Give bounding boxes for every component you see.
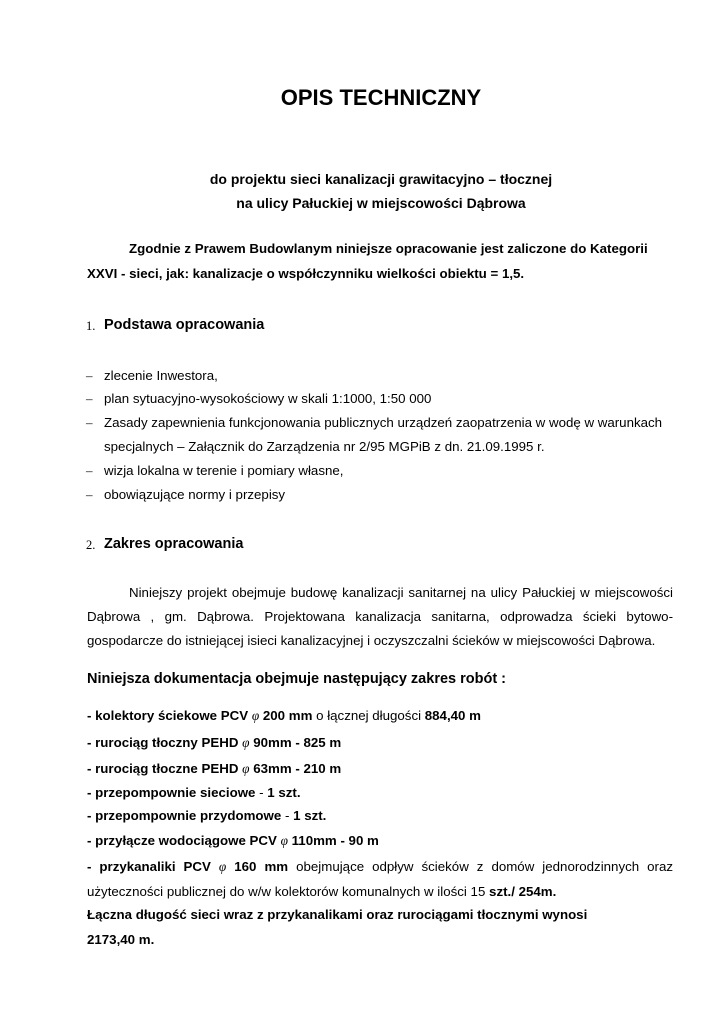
phi-symbol: φ (280, 833, 288, 848)
intro-line-1: Zgodnie z Prawem Budowlanym niniejsze opracowanie jest zaliczone do Kategorii (129, 241, 648, 256)
basis-item-4: wizja lokalna w terenie i pomiary własne, (104, 463, 344, 478)
basis-item-2: plan sytuacyjno-wysokościowy w skali 1:1000, 1:50 000 (104, 391, 432, 406)
works-item-7-line2: użyteczności publicznej do w/w kolektorów komunalnych w ilości 15 (87, 884, 490, 899)
section-1-title: Podstawa opracowania (104, 317, 265, 333)
works-item-7-continuation (87, 884, 556, 899)
works-item-7-total: szt./ 254m. (489, 884, 557, 899)
scope-paragraph-line-2: Dąbrowa , gm. Dąbrowa. Projektowana kanalizacja sanitarna, odprowadza ścieki bytowo- (87, 609, 673, 624)
works-item-4-sep: - (259, 785, 268, 800)
section-2-number: 2. (86, 538, 96, 552)
scope-paragraph-line-3: gospodarcze do istniejącej isieci kanalizacyjnej i oczyszczalni ścieków w miejscowości Dąbrowa. (87, 633, 656, 648)
scope-paragraph-line-1: Niniejszy projekt obejmuje budowę kanalizacji sanitarnej na ulicy Pałuckiej w miejscowości (129, 585, 673, 600)
works-item-5-qty: 1 szt. (293, 808, 327, 823)
works-item-1-prefix: - kolektory ściekowe PCV (87, 708, 252, 723)
basis-item-5: obowiązujące normy i przepisy (104, 487, 286, 502)
works-item-3-prefix: - rurociąg tłoczne PEHD (87, 761, 243, 776)
works-item-4-qty: 1 szt. (267, 785, 301, 800)
bullet-dash: – (86, 415, 93, 430)
phi-symbol: φ (242, 761, 250, 776)
works-item-4-label: - przepompownie sieciowe (87, 785, 260, 800)
works-item-7-rest: obejmujące odpływ ścieków z domów jednorodzinnych oraz (288, 859, 674, 874)
works-item-3-rest: 63mm - 210 m (249, 761, 342, 776)
bullet-dash: – (86, 487, 93, 502)
phi-symbol: φ (218, 859, 227, 874)
subtitle-line-1: do projektu sieci kanalizacji grawitacyjno – tłocznej (209, 171, 553, 187)
works-item-5-label: - przepompownie przydomowe (87, 808, 285, 823)
works-item-6-rest: 110mm - 90 m (287, 833, 379, 848)
works-item-2 (87, 735, 341, 751)
works-item-1 (87, 708, 481, 724)
works-scope-heading: Niniejsza dokumentacja obejmuje następujący zakres robót : (87, 671, 507, 687)
works-item-1-mid: o łącznej długości (312, 708, 425, 723)
intro-line-2: XXVI - sieci, jak: kanalizacje o współczynniku wielkości obiektu = 1,5. (87, 266, 525, 281)
works-item-7 (87, 859, 673, 875)
document-title: OPIS TECHNICZNY (280, 85, 482, 110)
works-item-4 (87, 785, 301, 800)
subtitle-line-2: na ulicy Pałuckiej w miejscowości Dąbrowa (236, 195, 526, 211)
works-item-5 (87, 808, 326, 823)
works-item-3 (87, 761, 341, 777)
works-item-2-rest: 90mm - 825 m (249, 735, 342, 750)
works-item-7-label: - przykanaliki PCV (87, 859, 219, 874)
works-item-6 (87, 833, 379, 849)
phi-symbol: φ (251, 708, 260, 723)
total-length-line-1: Łączna długość sieci wraz z przykanalikami oraz rurociągami tłocznymi wynosi (87, 907, 588, 922)
works-item-5-sep: - (285, 808, 294, 823)
bullet-dash: – (86, 463, 93, 478)
works-item-7-size: 160 mm (226, 859, 289, 874)
works-item-1-size: 200 mm (259, 708, 313, 723)
works-item-1-length: 884,40 m (424, 708, 481, 723)
total-length-line-2: 2173,40 m. (87, 932, 155, 947)
bullet-dash: – (86, 391, 93, 406)
basis-item-1: zlecenie Inwestora, (104, 368, 218, 383)
section-2-title: Zakres opracowania (104, 536, 244, 552)
section-1-number: 1. (86, 319, 96, 333)
basis-item-3-continuation: specjalnych – Załącznik do Zarządzenia nr 2/95 MGPiB z dn. 21.09.1995 r. (104, 439, 545, 454)
works-item-6-prefix: - przyłącze wodociągowe PCV (87, 833, 281, 848)
works-item-2-prefix: - rurociąg tłoczny PEHD (87, 735, 243, 750)
phi-symbol: φ (242, 735, 250, 750)
bullet-dash: – (86, 368, 93, 383)
basis-item-3: Zasady zapewnienia funkcjonowania publicznych urządzeń zaopatrzenia w wodę w warunkach (104, 415, 663, 430)
